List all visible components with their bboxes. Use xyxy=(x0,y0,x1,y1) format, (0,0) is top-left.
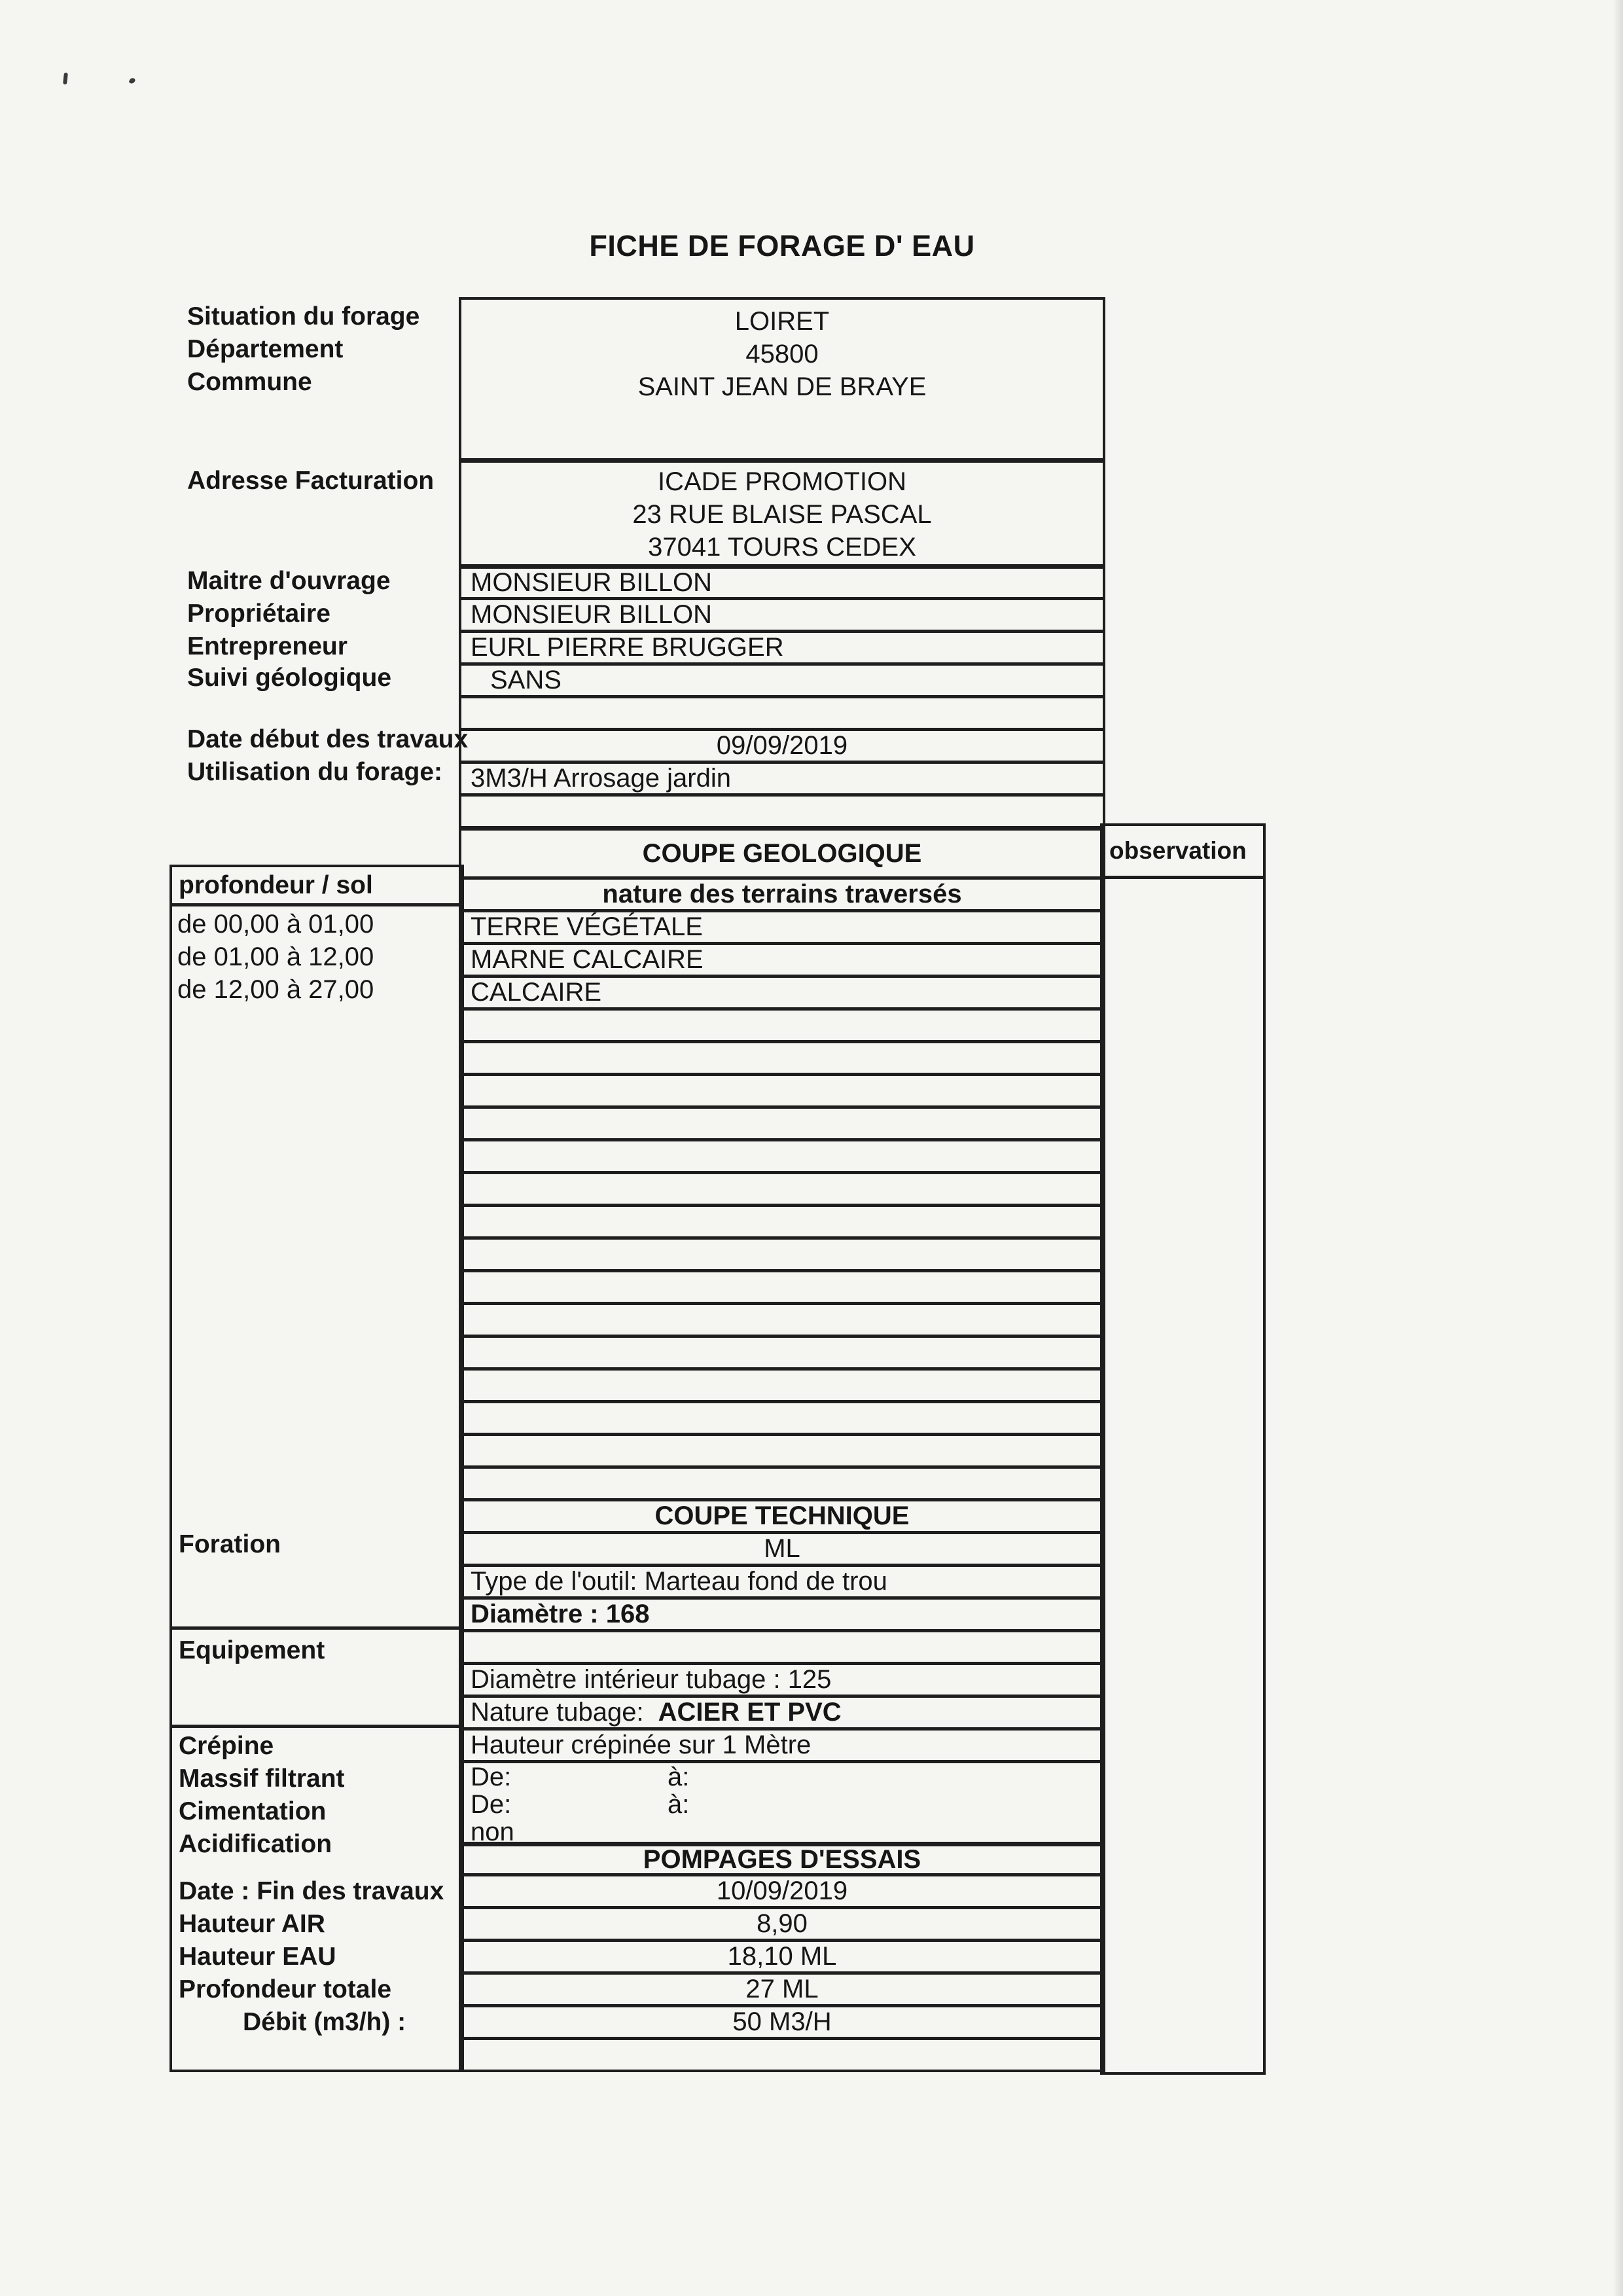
location-commune: SAINT JEAN DE BRAYE xyxy=(637,372,927,401)
divider-line xyxy=(172,1725,461,1728)
cimentation-range xyxy=(461,1791,1103,1818)
geo-row-nature: TERRE VÉGÉTALE xyxy=(461,909,1103,942)
label-suivi-geologique: Suivi géologique xyxy=(187,664,392,692)
label-equipement: Equipement xyxy=(179,1636,325,1664)
value-suivi-geologique: SANS xyxy=(461,662,1103,695)
billing-name: ICADE PROMOTION xyxy=(657,467,907,496)
location-box xyxy=(461,300,1103,458)
a-label: à: xyxy=(668,1762,690,1791)
value-diametre-interieur: Diamètre intérieur tubage : 125 xyxy=(461,1662,1103,1695)
value-utilisation: 3M3/H Arrosage jardin xyxy=(461,761,1103,793)
section-header-coupe-geologique: COUPE GEOLOGIQUE xyxy=(461,826,1103,876)
empty-geo-row xyxy=(461,1204,1103,1236)
value-debit: 50 M3/H xyxy=(461,2004,1103,2037)
crepine-label-stack xyxy=(172,1730,461,1861)
column-header-profondeur-sol: profondeur / sol xyxy=(172,867,461,906)
label-date-fin-travaux: Date : Fin des travaux xyxy=(179,1877,444,1905)
value-date-fin: 10/09/2019 xyxy=(461,1873,1103,1906)
empty-geo-row xyxy=(461,1433,1103,1465)
value-hauteur-air: 8,90 xyxy=(461,1906,1103,1939)
empty-geo-row xyxy=(461,1302,1103,1335)
geo-row-nature: CALCAIRE xyxy=(461,975,1103,1007)
label-hauteur-air: Hauteur AIR xyxy=(179,1910,325,1938)
label-profondeur-totale: Profondeur totale xyxy=(179,1975,392,2003)
observation-column xyxy=(1100,823,1266,2075)
label-entrepreneur: Entrepreneur xyxy=(187,632,348,660)
massif-cimentation-acidification-cell xyxy=(461,1760,1103,1846)
label-debit: Débit (m3/h) : xyxy=(243,2008,406,2036)
nature-tubage-label: Nature tubage: xyxy=(471,1698,644,1727)
empty-geo-row xyxy=(461,1138,1103,1171)
divider-line xyxy=(172,1626,461,1630)
billing-street: 23 RUE BLAISE PASCAL xyxy=(632,500,932,529)
column-header-observation: observation xyxy=(1103,826,1263,879)
empty-geo-row xyxy=(461,1105,1103,1138)
empty-geo-row xyxy=(461,1400,1103,1433)
a-label: à: xyxy=(668,1789,690,1819)
label-departement: Département xyxy=(187,335,344,363)
value-type-outil: Type de l'outil: Marteau fond de trou xyxy=(461,1564,1103,1596)
billing-address-box xyxy=(461,458,1103,564)
column-header-nature-terrains: nature des terrains traversés xyxy=(461,876,1103,909)
label-cimentation: Cimentation xyxy=(179,1797,327,1825)
ink-mark xyxy=(63,73,68,85)
empty-row xyxy=(461,695,1103,728)
value-hauteur-crepinee: Hauteur crépinée sur 1 Mètre xyxy=(461,1727,1103,1760)
scan-edge-shadow xyxy=(1613,0,1623,2296)
empty-row xyxy=(461,1629,1103,1662)
label-crepine: Crépine xyxy=(179,1732,274,1760)
acidification-value: non xyxy=(471,1817,514,1846)
label-maitre-douvrage: Maitre d'ouvrage xyxy=(187,567,391,595)
location-department: LOIRET xyxy=(734,307,830,336)
empty-geo-row xyxy=(461,1269,1103,1302)
empty-geo-row xyxy=(461,1171,1103,1204)
value-nature-tubage xyxy=(461,1695,1103,1727)
value-foration: ML xyxy=(461,1531,1103,1564)
pompages-label-stack xyxy=(172,1875,461,2039)
main-form-column xyxy=(459,297,1105,2072)
label-proprietaire: Propriétaire xyxy=(187,600,330,628)
empty-geo-row xyxy=(461,1007,1103,1040)
nature-tubage-value: ACIER ET PVC xyxy=(658,1698,842,1727)
depth-range: de 00,00 à 01,00 xyxy=(177,909,374,939)
geo-row-nature: MARNE CALCAIRE xyxy=(461,942,1103,975)
value-hauteur-eau: 18,10 ML xyxy=(461,1939,1103,1971)
empty-row xyxy=(461,793,1103,826)
label-acidification: Acidification xyxy=(179,1830,332,1858)
label-date-debut-travaux: Date début des travaux xyxy=(187,725,469,753)
value-date-debut: 09/09/2019 xyxy=(461,728,1103,761)
de-label: De: xyxy=(471,1762,512,1791)
section-header-pompages: POMPAGES D'ESSAIS xyxy=(461,1842,1103,1873)
label-adresse-facturation: Adresse Facturation xyxy=(187,467,435,495)
value-profondeur-totale: 27 ML xyxy=(461,1971,1103,2004)
massif-filtrant-range xyxy=(461,1763,1103,1791)
empty-row xyxy=(461,2037,1103,2070)
empty-geo-row xyxy=(461,1335,1103,1367)
empty-geo-row xyxy=(461,1073,1103,1105)
label-commune: Commune xyxy=(187,368,312,396)
depth-range: de 01,00 à 12,00 xyxy=(177,942,374,971)
label-situation-du-forage: Situation du forage xyxy=(187,302,420,331)
ink-mark xyxy=(128,77,135,85)
empty-geo-row xyxy=(461,1367,1103,1400)
empty-geo-row xyxy=(461,1236,1103,1269)
depth-range: de 12,00 à 27,00 xyxy=(177,975,374,1004)
location-postal-code: 45800 xyxy=(745,340,819,368)
de-label: De: xyxy=(471,1789,512,1819)
label-hauteur-eau: Hauteur EAU xyxy=(179,1943,336,1971)
left-labels-column xyxy=(169,865,464,2072)
value-entrepreneur: EURL PIERRE BRUGGER xyxy=(461,630,1103,662)
label-foration: Foration xyxy=(179,1530,281,1558)
value-diametre: Diamètre : 168 xyxy=(461,1596,1103,1629)
empty-geo-row xyxy=(461,1465,1103,1498)
billing-city: 37041 TOURS CEDEX xyxy=(648,533,916,562)
empty-geo-row xyxy=(461,1040,1103,1073)
label-massif-filtrant: Massif filtrant xyxy=(179,1765,345,1793)
section-header-coupe-technique: COUPE TECHNIQUE xyxy=(461,1498,1103,1531)
value-maitre-douvrage: MONSIEUR BILLON xyxy=(461,564,1103,597)
value-proprietaire: MONSIEUR BILLON xyxy=(461,597,1103,630)
label-utilisation-forage: Utilisation du forage: xyxy=(187,758,442,786)
page-title: FICHE DE FORAGE D' EAU xyxy=(589,229,975,262)
depth-ranges xyxy=(172,908,461,1006)
